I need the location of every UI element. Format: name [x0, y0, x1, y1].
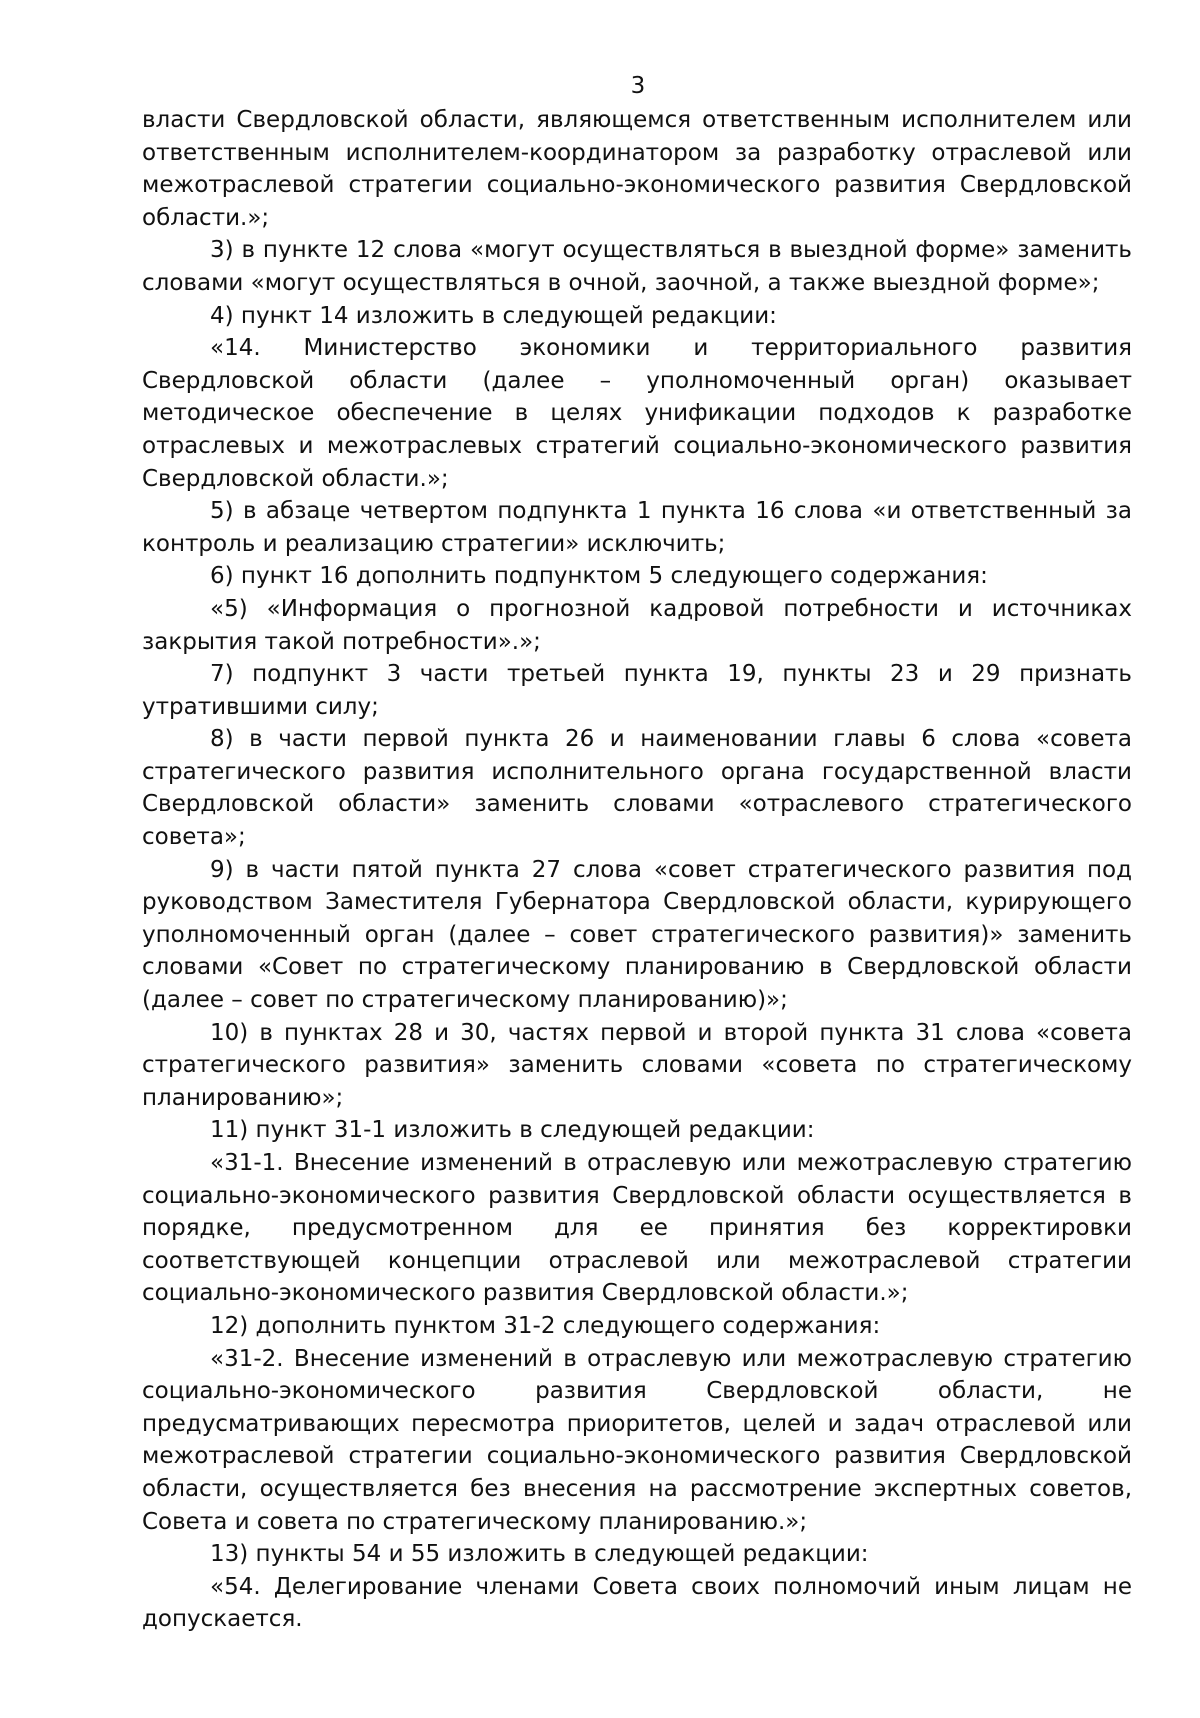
document-page	[142, 70, 1132, 1636]
paragraph-item-4: 4) пункт 14 изложить в следующей редакции:	[210, 302, 777, 329]
paragraph-item-3: 3) в пункте 12 слова «могут осуществляться в выездной форме» заменить словами «могут осуществляться в очной, заочной, а также выездной форме»;	[142, 237, 1132, 296]
paragraph-item-8: 8) в части первой пункта 26 и наименовании главы 6 слова «совета стратегического развития исполнительного органа государственной власти Свердловской области» заменить словами «отраслевого стратегического совета»;	[142, 726, 1132, 851]
paragraph-item-10: 10) в пунктах 28 и 30, частях первой и второй пункта 31 слова «совета стратегического развития» заменить словами «совета по стратегическому планированию»;	[142, 1019, 1132, 1111]
page-number: 3	[630, 73, 646, 99]
paragraph-item-11: 11) пункт 31-1 изложить в следующей редакции:	[210, 1117, 815, 1144]
paragraph-item-12: 12) дополнить пунктом 31-2 следующего содержания:	[210, 1312, 881, 1339]
paragraph-item-13: 13) пункты 54 и 55 изложить в следующей редакции:	[210, 1541, 869, 1568]
paragraph-item-7: 7) подпункт 3 части третьей пункта 19, пункты 23 и 29 признать утратившими силу;	[142, 661, 1132, 720]
paragraph-quote-54: «54. Делегирование членами Совета своих полномочий иным лицам не допускается.	[142, 1573, 1132, 1633]
paragraph-quote-5: «5) «Информация о прогнозной кадровой потребности и источниках закрытия такой потребности».»;	[142, 595, 1132, 655]
paragraph-item-9: 9) в части пятой пункта 27 слова «совет стратегического развития под руководством Заместителя Губернатора Свердловской области, курирующего уполномоченный орган (далее – совет стратегического развития)» заменить словами «Совет по стратегическому планированию в Свердловской области (далее – совет по стратегическому планированию)»;	[142, 856, 1132, 1014]
paragraph-quote-31-2: «31-2. Внесение изменений в отраслевую или межотраслевую стратегию социально-экономического развития Свердловской области, не предусматривающих пересмотра приоритетов, целей и задач отраслевой или межотраслевой стратегии социально-экономического развития Свердловской области, осуществляется без внесения на рассмотрение экспертных советов, Совета и совета по стратегическому планированию.»;	[142, 1345, 1132, 1535]
paragraph-item-5: 5) в абзаце четвертом подпункта 1 пункта 16 слова «и ответственный за контроль и реализацию стратегии» исключить;	[142, 498, 1132, 557]
paragraph-continuation: власти Свердловской области, являющемся ответственным исполнителем или ответственным исполнителем-координатором за разработку отраслевой или межотраслевой стратегии социально-экономического развития Свердловской области.»;	[142, 107, 1132, 231]
paragraph-quote-31-1: «31-1. Внесение изменений в отраслевую или межотраслевую стратегию социально-экономического развития Свердловской области осуществляется в порядке, предусмотренном для ее принятия без корректировки соответствующей концепции отраслевой или межотраслевой стратегии социально-экономического развития Свердловской области.»;	[142, 1150, 1132, 1307]
paragraph-quote-14: «14. Министерство экономики и территориального развития Свердловской области (далее – уполномоченный орган) оказывает методическое обеспечение в целях унификации подходов к разработке отраслевых и межотраслевых стратегий социально-экономического развития Свердловской области.»;	[142, 335, 1132, 492]
paragraph-item-6: 6) пункт 16 дополнить подпунктом 5 следующего содержания:	[210, 563, 988, 590]
